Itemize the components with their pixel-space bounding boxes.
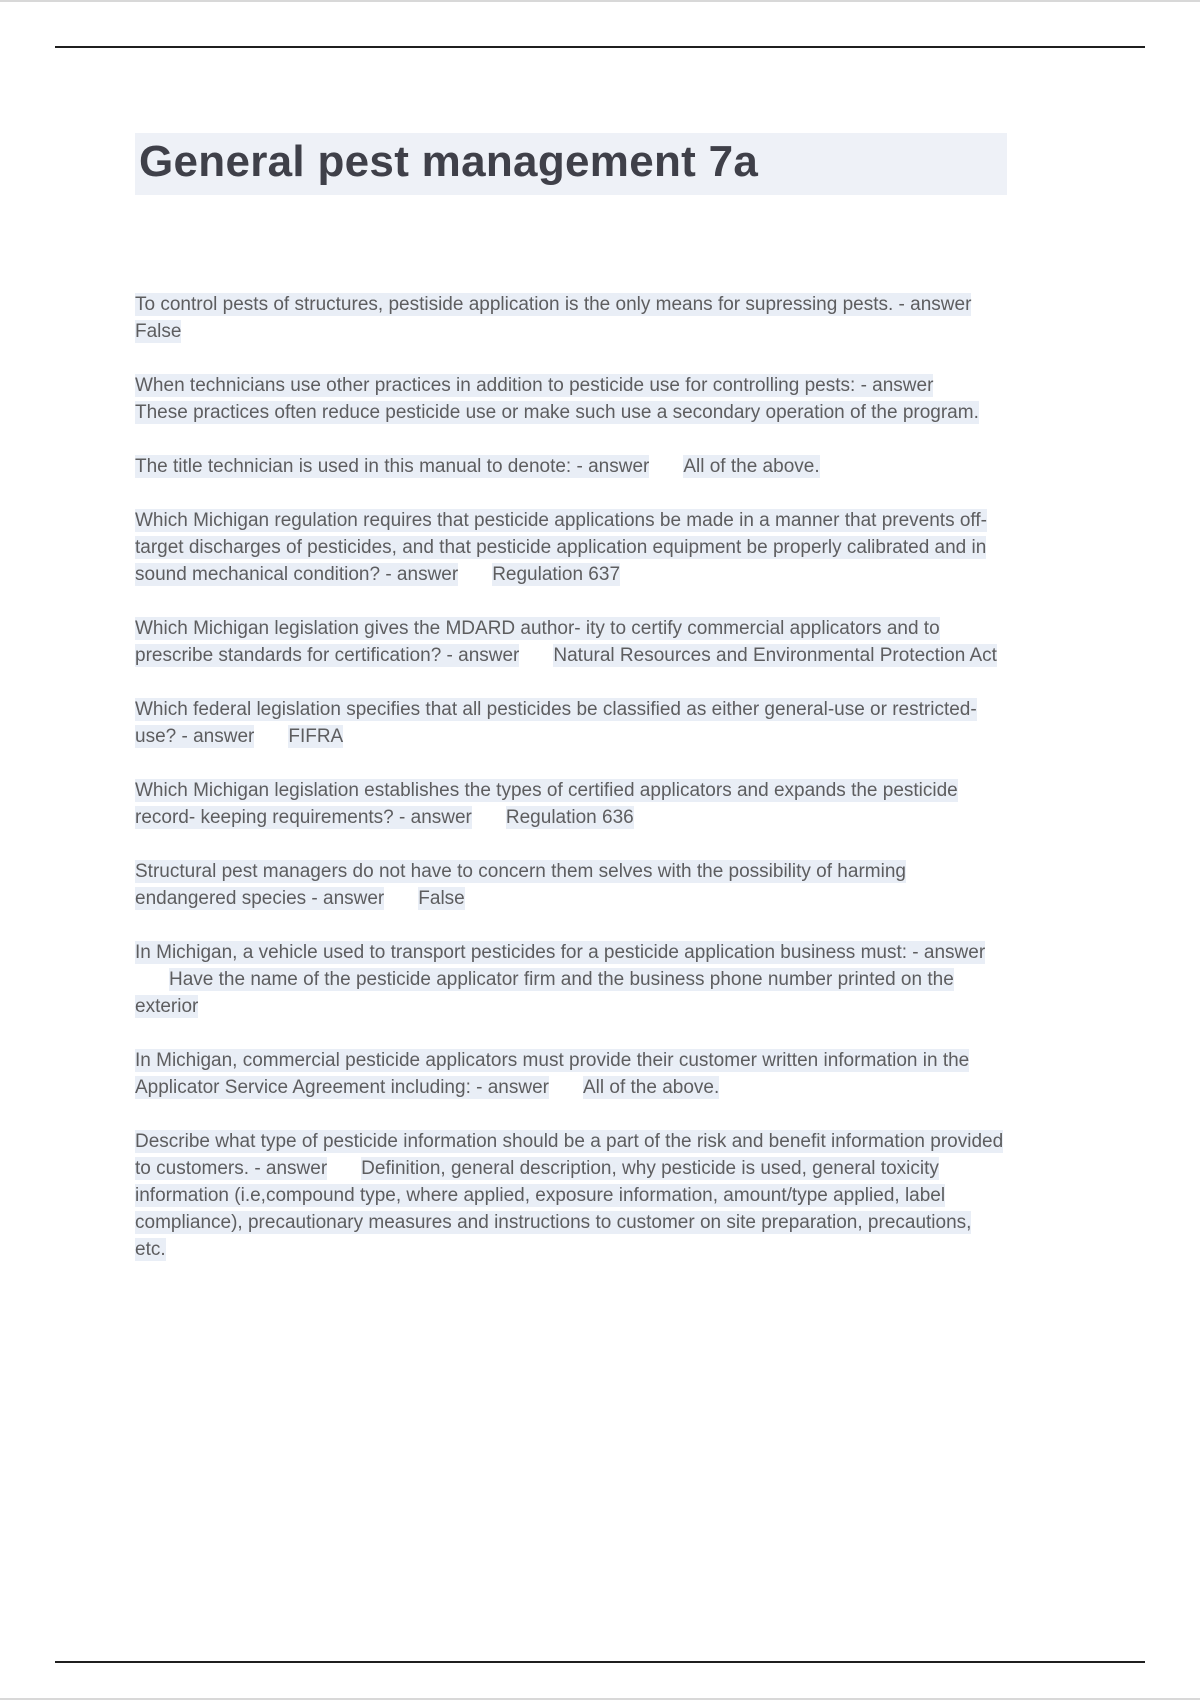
qa-item [135, 696, 1007, 750]
question-text: Which Michigan legislation gives the MDARD author- ity to certify commercial applicators and to prescribe standards for certification? - answer [135, 618, 940, 667]
answer-gap [933, 390, 967, 391]
question-text: Which Michigan regulation requires that pesticide applications be made in a manner that prevents off- target discharges of pesticides, and that pesticide application equipment be properly calibrated and in sound mechanical condition? - answer [135, 510, 987, 586]
qa-item [135, 939, 1007, 1020]
answer-gap [254, 741, 288, 742]
bottom-rule [55, 1661, 1145, 1663]
question-text: When technicians use other practices in addition to pesticide use for controlling pests: - answer [135, 375, 934, 397]
question-text: In Michigan, a vehicle used to transport pesticides for a pesticide application business must: - answer [135, 942, 986, 964]
answer-text: FIFRA [288, 726, 344, 748]
qa-item [135, 858, 1007, 912]
answer-gap [327, 1173, 361, 1174]
answer-gap [971, 309, 1005, 310]
question-text: Structural pest managers do not have to concern them selves with the possibility of harming endangered species - answer [135, 861, 906, 910]
qa-item [135, 615, 1007, 669]
answer-text: False [418, 888, 465, 910]
question-text: The title technician is used in this manual to denote: - answer [135, 456, 650, 478]
answer-text: Natural Resources and Environmental Protection Act [553, 645, 997, 667]
answer-gap [549, 1092, 583, 1093]
answer-gap [472, 822, 506, 823]
qa-item [135, 507, 1007, 588]
qa-list [135, 291, 1007, 1263]
answer-text: Have the name of the pesticide applicator firm and the business phone number printed on the exterior [135, 969, 954, 1018]
qa-item [135, 1047, 1007, 1101]
question-text: In Michigan, commercial pesticide applicators must provide their customer written information in the Applicator Service Agreement including: - answer [135, 1050, 970, 1099]
answer-gap [135, 984, 169, 985]
answer-gap [649, 471, 683, 472]
answer-text: All of the above. [683, 456, 820, 478]
top-rule [55, 46, 1145, 48]
qa-item [135, 372, 1007, 426]
question-text: To control pests of structures, pestiside application is the only means for supressing pests. - answer [135, 294, 972, 316]
question-text: Which Michigan legislation establishes the types of certified applicators and expands the pesticide record- keeping requirements? - answer [135, 780, 958, 829]
qa-item [135, 1128, 1007, 1263]
answer-text: Definition, general description, why pesticide is used, general toxicity information (i.e,compound type, where applied, exposure information, amount/type applied, label compliance), precautionary measures and instructions to customer on site preparation, precautions, etc. [135, 1158, 972, 1261]
answer-gap [384, 903, 418, 904]
answer-text: Regulation 636 [505, 807, 634, 829]
answer-text: Regulation 637 [492, 564, 621, 586]
qa-item [135, 291, 1007, 345]
question-text: Which federal legislation specifies that all pesticides be classified as either general-use or restricted-use? - answer [135, 699, 977, 748]
question-text: Describe what type of pesticide information should be a part of the risk and benefit information provided to customers. - answer [135, 1131, 1004, 1180]
answer-text: These practices often reduce pesticide use or make such use a secondary operation of the program. [135, 402, 979, 424]
qa-item [135, 453, 1007, 480]
answer-gap [458, 579, 492, 580]
document-content [135, 133, 1007, 1290]
answer-gap [519, 660, 553, 661]
page-title: General pest management 7a [135, 133, 1007, 195]
answer-text: False [135, 321, 182, 343]
qa-item [135, 777, 1007, 831]
answer-text: All of the above. [582, 1077, 720, 1099]
